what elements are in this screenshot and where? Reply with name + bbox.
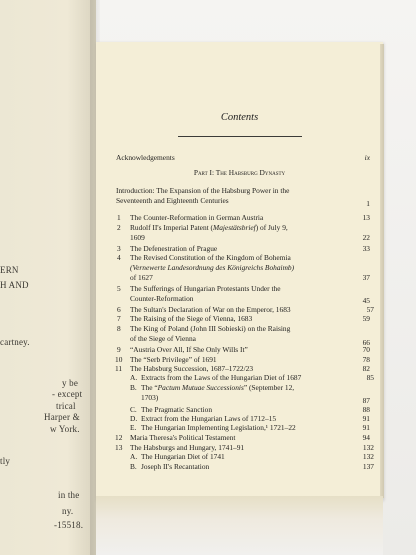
left-page-fragment: in the — [58, 490, 80, 500]
entry-title-cont: of 1627 — [130, 273, 153, 282]
entry-title-cont: 1609 — [130, 233, 145, 242]
subentry-page: 91 — [362, 414, 370, 423]
left-page-fragment: cartney. — [0, 337, 30, 347]
entry-title: Maria Theresa's Political Testament — [130, 433, 236, 442]
entry-page: 45 — [362, 296, 370, 305]
entry-page: 37 — [362, 273, 370, 282]
subentry-title: Joseph II's Recantation — [141, 462, 210, 471]
introduction-page: 1 — [366, 199, 370, 208]
entry-title: The King of Poland (John III Sobieski) on the Raising — [130, 324, 291, 333]
entry-title: “Austria Over All, If She Only Wills It” — [130, 345, 248, 354]
subentry-letter: A. — [130, 373, 138, 382]
entry-title: The “Serb Privilege” of 1691 — [130, 355, 217, 364]
entry-number: 5 — [117, 284, 121, 293]
entry-title-cont: of the Siege of Vienna — [130, 334, 196, 343]
entry-title: The Revised Constitution of the Kingdom of Bohemia — [130, 253, 291, 262]
acknowledgements-page: ix — [364, 153, 370, 162]
left-page — [0, 0, 96, 555]
entry-number: 13 — [115, 443, 123, 452]
entry-title: The Raising of the Siege of Vienna, 1683 — [130, 314, 253, 323]
left-page-fragment: trical — [56, 401, 76, 411]
entry-number: 4 — [117, 253, 121, 262]
left-page-fragment: Harper & — [44, 412, 80, 422]
entry-number: 3 — [117, 244, 121, 253]
subentry-page: 132 — [362, 452, 374, 461]
contents-title: Contents — [220, 112, 259, 123]
entry-page: 59 — [362, 314, 370, 323]
left-page-fragment: w York. — [50, 424, 80, 434]
entry-number: 11 — [115, 364, 123, 373]
left-page-fragment: tly — [0, 456, 11, 466]
subentry-letter: D. — [130, 414, 138, 423]
entry-number: 6 — [117, 305, 121, 314]
entry-number: 10 — [115, 355, 123, 364]
entry-page: 70 — [362, 345, 370, 354]
entry-page: 94 — [362, 433, 370, 442]
entry-title: Rudolf II's Imperial Patent (Majestätsbrief) of July 9, — [130, 223, 288, 232]
entry-title: The Habsburg Succession, 1687–1722/23 — [130, 364, 254, 373]
left-page-fragment: H AND — [0, 280, 29, 290]
subentry-letter: C. — [130, 405, 137, 414]
subentry-letter: A. — [130, 452, 138, 461]
title-rule — [178, 136, 302, 137]
left-page-fragment: - except — [52, 389, 83, 399]
entry-page: 13 — [362, 213, 370, 222]
left-page-fragment: -15518. — [54, 520, 84, 530]
entry-page: 82 — [362, 364, 370, 373]
entry-page: 22 — [362, 233, 370, 242]
entry-title-cont: (Vernewerte Landesordnung des Königreichs Bohaimb) — [130, 263, 295, 272]
introduction-line: Seventeenth and Eighteenth Centuries — [116, 196, 229, 205]
acknowledgements-label: Acknowledgements — [116, 153, 175, 162]
part-heading: Part I: The Habsburg Dynasty — [193, 168, 286, 177]
introduction-line: Introduction: The Expansion of the Habsburg Power in the — [116, 186, 290, 195]
subentry-title: The Hungarian Diet of 1741 — [141, 452, 225, 461]
subentry-title: The “Pactum Mutuae Successionis” (September 12, — [141, 383, 295, 392]
subentry-page: 88 — [362, 405, 370, 414]
subentry-title: The Pragmatic Sanction — [141, 405, 213, 414]
subentry-page: 87 — [362, 396, 370, 405]
entry-number: 1 — [117, 213, 121, 222]
entry-title: The Habsburgs and Hungary, 1741–91 — [130, 443, 245, 452]
subentry-page: 137 — [362, 462, 374, 471]
entry-page: 66 — [362, 338, 370, 347]
entry-page: 57 — [366, 305, 374, 314]
subentry-letter: B. — [130, 383, 137, 392]
subentry-page: 91 — [362, 423, 370, 432]
entry-number: 12 — [115, 433, 123, 442]
entry-page: 78 — [362, 355, 370, 364]
entry-title: The Counter-Reformation in German Austria — [130, 213, 264, 222]
entry-title: The Sultan's Declaration of War on the Emperor, 1683 — [130, 305, 291, 314]
entry-title-cont: Counter-Reformation — [130, 294, 194, 303]
left-page-fragment: y be — [62, 378, 79, 388]
subentry-title: The Hungarian Implementing Legislation,¹ 1721–22 — [141, 423, 296, 432]
entry-page: 132 — [362, 443, 374, 452]
left-page-fragment: ERN — [0, 265, 19, 275]
subentry-letter: E. — [130, 423, 137, 432]
subentry-letter: B. — [130, 462, 137, 471]
entry-title: The Sufferings of Hungarian Protestants Under the — [130, 284, 281, 293]
entry-title: The Defenestration of Prague — [130, 244, 218, 253]
left-page-fragment: ny. — [62, 506, 74, 516]
subentry-title: Extracts from the Laws of the Hungarian Diet of 1687 — [141, 373, 302, 382]
entry-page: 33 — [362, 244, 370, 253]
entry-number: 7 — [117, 314, 121, 323]
entry-number: 9 — [117, 345, 121, 354]
subentry-title: Extract from the Hungarian Laws of 1712–15 — [141, 414, 277, 423]
subentry-title-cont: 1703) — [141, 393, 159, 402]
subentry-page: 85 — [366, 373, 374, 382]
entry-number: 2 — [117, 223, 121, 232]
book-block-bottom — [96, 496, 383, 555]
entry-number: 8 — [117, 324, 121, 333]
